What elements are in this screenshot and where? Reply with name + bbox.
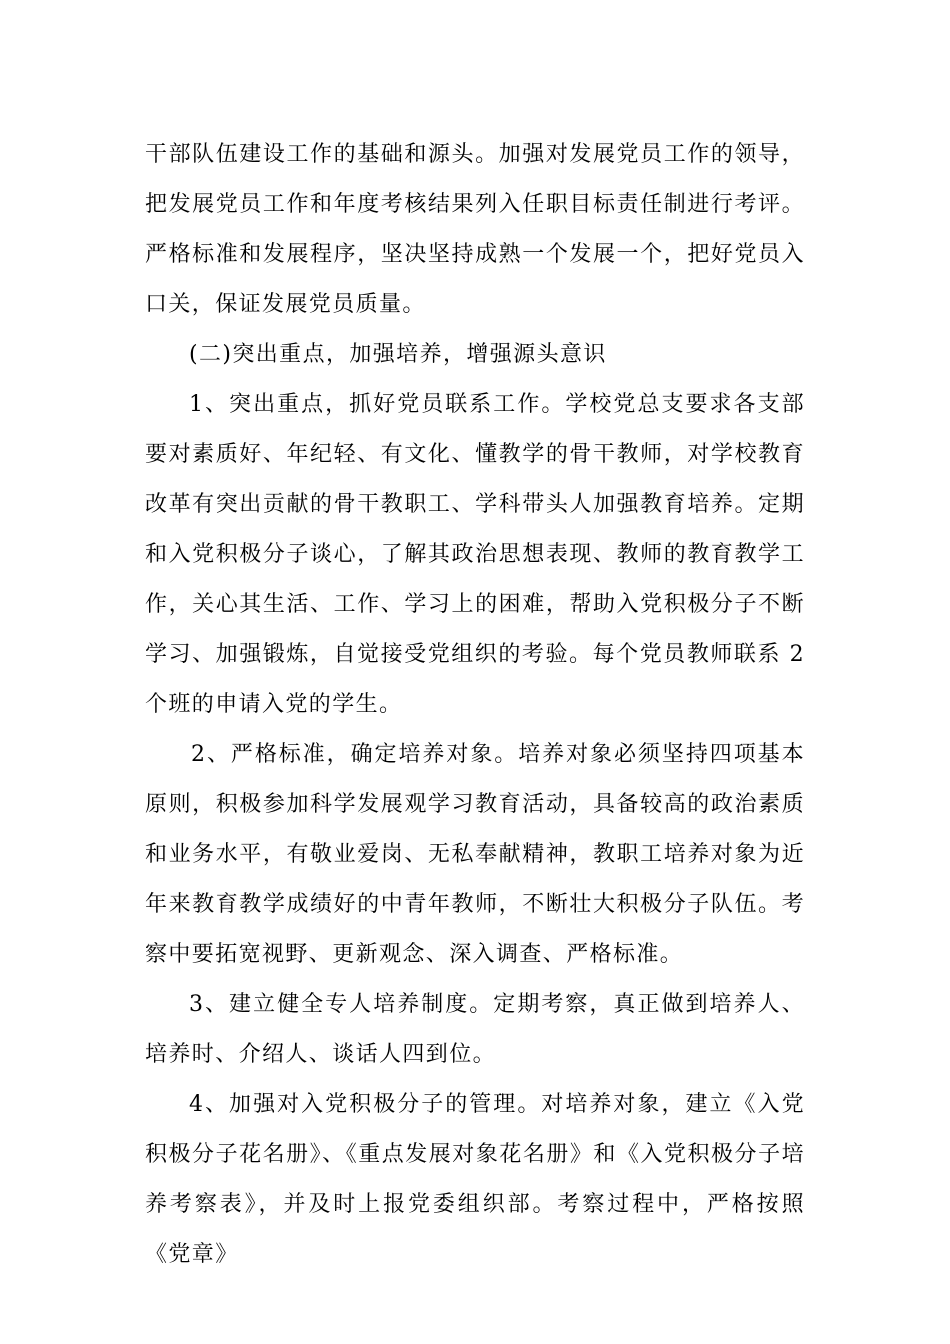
paragraph-item-2: 2、严格标准，确定培养对象。培养对象必须坚持四项基本原则，积极参加科学发展观学习教育活动，具备较高的政治素质和业务水平，有敬业爱岗、无私奉献精神，教职工培养对象为近年来教育教学成绩好的中青年教师，不断壮大积极分子队伍。考察中要拓宽视野、更新观念、深入调查、严格标准。 [145, 742, 805, 967]
paragraph-item-4: 4、加强对入党积极分子的管理。对培养对象，建立《入党积极分子花名册》、《重点发展对象花名册》和《入党积极分子培养考察表》，并及时上报党委组织部。考察过程中，严格按照《党章》 [145, 1092, 805, 1267]
paragraph-item-1: 1、突出重点，抓好党员联系工作。学校党总支要求各支部要对素质好、年纪轻、有文化、懂教学的骨干教师，对学校教育改革有突出贡献的骨干教职工、学科带头人加强教育培养。定期和入党积极分子谈心，了解其政治思想表现、教师的教育教学工作，关心其生活、工作、学习上的困难，帮助入党积极分子不断学习、加强锻炼，自觉接受党组织的考验。每个党员教师联系 2 个班的申请入党的学生。 [145, 392, 805, 717]
paragraph-continuation: 干部队伍建设工作的基础和源头。加强对发展党员工作的领导，把发展党员工作和年度考核结果列入任职目标责任制进行考评。严格标准和发展程序，坚决坚持成熟一个发展一个，把好党员入口关，保证发展党员质量。 [145, 142, 805, 317]
section-heading: (二)突出重点，加强培养，增强源头意识 [189, 342, 607, 367]
paragraph-item-3: 3、建立健全专人培养制度。定期考察，真正做到培养人、培养时、介绍人、谈话人四到位。 [145, 992, 805, 1067]
document-body [145, 130, 805, 1280]
